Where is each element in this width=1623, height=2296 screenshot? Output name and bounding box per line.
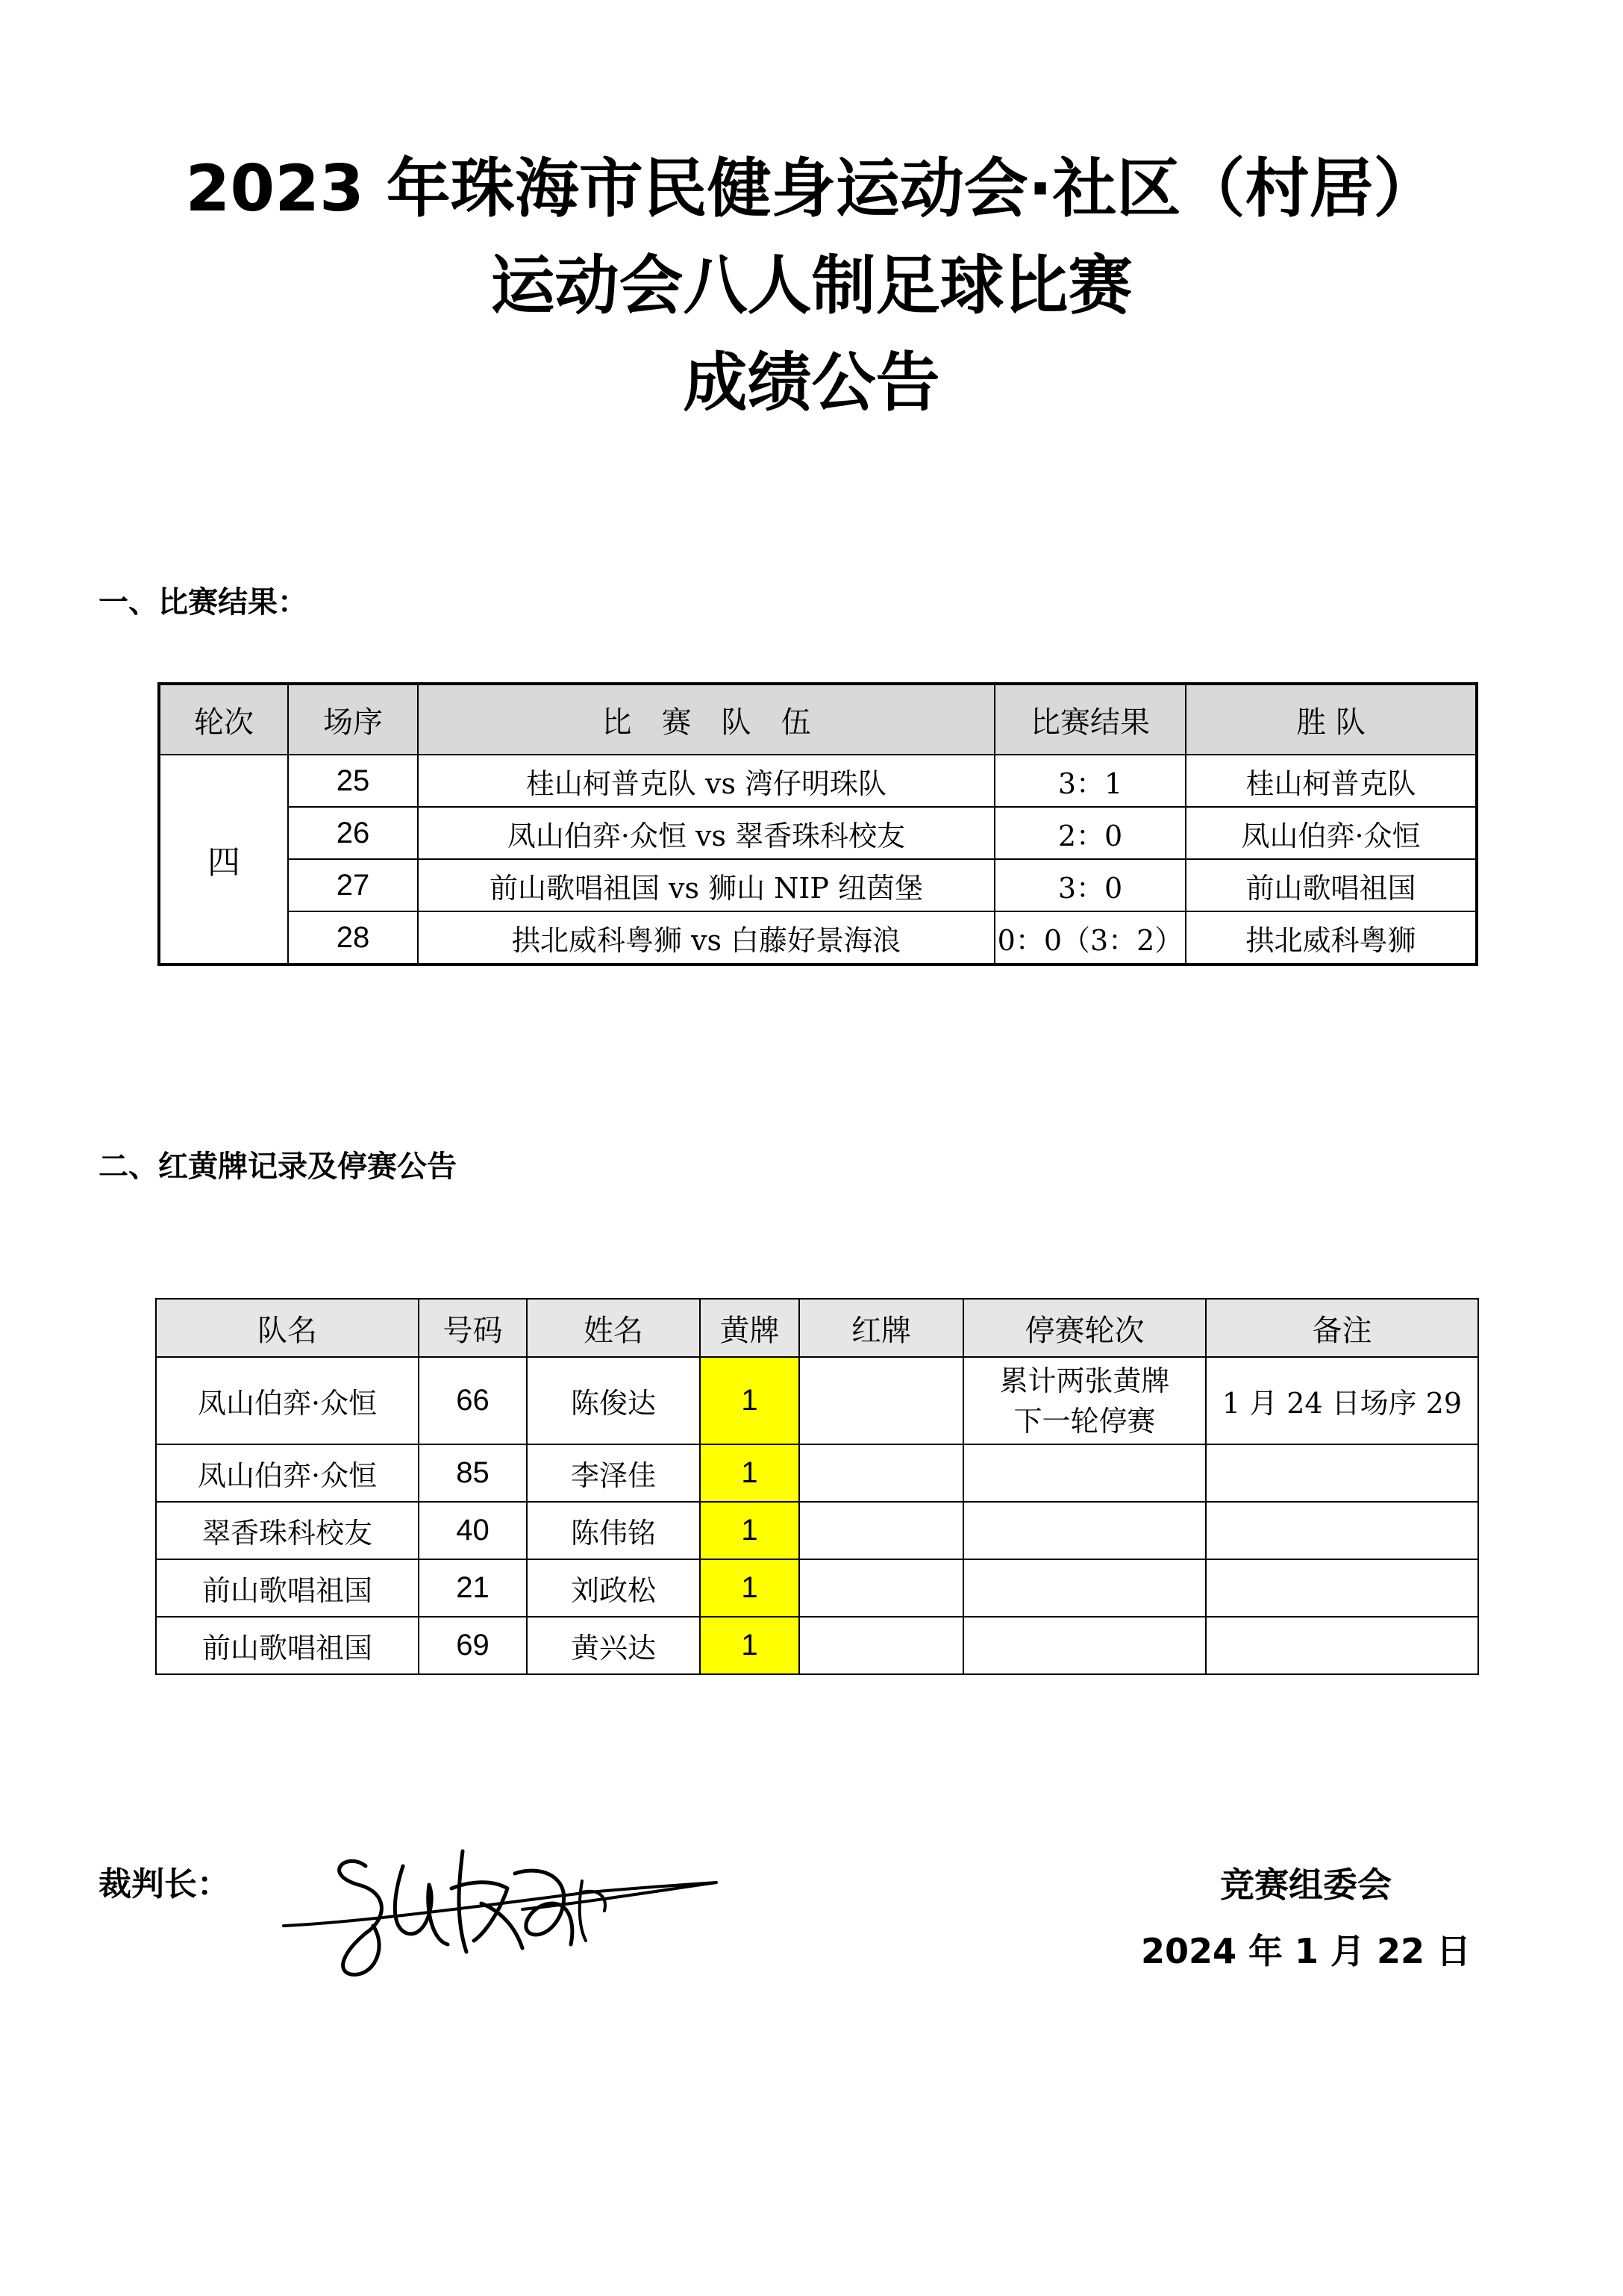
yellow-card-cell: 1 (700, 1357, 799, 1444)
red-card-cell (799, 1357, 963, 1444)
referee-label: 裁判长： (98, 1865, 230, 1903)
player-number-cell: 66 (419, 1357, 527, 1444)
team-cell: 前山歌唱祖国 (156, 1617, 419, 1674)
cards-header-name: 姓名 (527, 1299, 700, 1357)
match-no-cell: 25 (288, 755, 418, 807)
announcement-date: 2024 年 1 月 22 日 (1140, 1931, 1472, 1971)
table-row (156, 1617, 1478, 1674)
winner-cell: 桂山柯普克队 (1186, 755, 1477, 807)
teams-cell: 拱北威科粤狮 vs 白藤好景海浪 (418, 911, 995, 964)
results-header-round: 轮次 (159, 684, 288, 755)
match-no-cell: 26 (288, 807, 418, 859)
yellow-card-cell: 1 (700, 1559, 799, 1617)
yellow-card-cell: 1 (700, 1444, 799, 1502)
title-line-2: 运动会八人制足球比赛 (490, 249, 1133, 323)
teams-cell: 桂山柯普克队 vs 湾仔明珠队 (418, 755, 995, 807)
section-heading-cards: 二、红黄牌记录及停赛公告 (98, 1149, 457, 1184)
table-row (156, 1559, 1478, 1617)
cards-header-row (156, 1299, 1478, 1357)
cards-header-note: 备注 (1206, 1299, 1478, 1357)
results-header-row (159, 684, 1477, 755)
cards-header-suspension: 停赛轮次 (963, 1299, 1206, 1357)
organizer-name: 竞赛组委会 (1220, 1865, 1392, 1905)
team-cell: 凤山伯弈·众恒 (156, 1357, 419, 1444)
results-header-match-no: 场序 (288, 684, 418, 755)
player-name-cell: 陈俊达 (527, 1357, 700, 1444)
suspension-cell (963, 1617, 1206, 1674)
table-row (159, 911, 1477, 964)
results-header-teams: 比 赛 队 伍 (418, 684, 995, 755)
suspension-line-2: 下一轮停赛 (1013, 1404, 1156, 1438)
referee-signature (276, 1821, 724, 1985)
red-card-cell (799, 1617, 963, 1674)
note-cell (1206, 1559, 1478, 1617)
player-name-cell: 陈伟铭 (527, 1502, 700, 1559)
round-cell: 四 (159, 755, 288, 964)
table-row (156, 1502, 1478, 1559)
suspension-cell (963, 1444, 1206, 1502)
result-cell: 3：0 (995, 859, 1186, 911)
results-header-result: 比赛结果 (995, 684, 1186, 755)
team-cell: 翠香珠科校友 (156, 1502, 419, 1559)
teams-cell: 前山歌唱祖国 vs 狮山 NIP 纽茵堡 (418, 859, 995, 911)
title-line-1: 2023 年珠海市民健身运动会·社区（村居） (185, 152, 1438, 226)
yellow-card-cell: 1 (700, 1617, 799, 1674)
cards-table (155, 1298, 1479, 1675)
player-number-cell: 21 (419, 1559, 527, 1617)
red-card-cell (799, 1502, 963, 1559)
result-cell: 2：0 (995, 807, 1186, 859)
yellow-card-cell: 1 (700, 1502, 799, 1559)
player-name-cell: 李泽佳 (527, 1444, 700, 1502)
note-cell (1206, 1444, 1478, 1502)
note-cell: 1 月 24 日场序 29 (1206, 1357, 1478, 1444)
suspension-cell (963, 1357, 1206, 1444)
player-number-cell: 69 (419, 1617, 527, 1674)
result-cell: 3：1 (995, 755, 1186, 807)
results-table (157, 682, 1478, 966)
match-no-cell: 28 (288, 911, 418, 964)
table-row (156, 1357, 1478, 1444)
table-row (159, 859, 1477, 911)
team-cell: 前山歌唱祖国 (156, 1559, 419, 1617)
cards-header-yellow: 黄牌 (700, 1299, 799, 1357)
section-heading-results: 一、比赛结果： (98, 585, 307, 620)
red-card-cell (799, 1559, 963, 1617)
red-card-cell (799, 1444, 963, 1502)
teams-cell: 凤山伯弈·众恒 vs 翠香珠科校友 (418, 807, 995, 859)
note-cell (1206, 1502, 1478, 1559)
title-line-3: 成绩公告 (683, 346, 940, 420)
result-cell: 0：0（3：2） (995, 911, 1186, 964)
player-number-cell: 85 (419, 1444, 527, 1502)
winner-cell: 前山歌唱祖国 (1186, 859, 1477, 911)
document-title (0, 140, 1623, 431)
suspension-cell (963, 1502, 1206, 1559)
cards-header-team: 队名 (156, 1299, 419, 1357)
player-name-cell: 黄兴达 (527, 1617, 700, 1674)
table-row (159, 807, 1477, 859)
note-cell (1206, 1617, 1478, 1674)
table-row (156, 1444, 1478, 1502)
table-row (159, 755, 1477, 807)
cards-header-number: 号码 (419, 1299, 527, 1357)
team-cell: 凤山伯弈·众恒 (156, 1444, 419, 1502)
results-header-winner: 胜 队 (1186, 684, 1477, 755)
suspension-line-1: 累计两张黄牌 (999, 1364, 1170, 1397)
suspension-cell (963, 1559, 1206, 1617)
winner-cell: 凤山伯弈·众恒 (1186, 807, 1477, 859)
winner-cell: 拱北威科粤狮 (1186, 911, 1477, 964)
player-number-cell: 40 (419, 1502, 527, 1559)
match-no-cell: 27 (288, 859, 418, 911)
player-name-cell: 刘政松 (527, 1559, 700, 1617)
cards-header-red: 红牌 (799, 1299, 963, 1357)
